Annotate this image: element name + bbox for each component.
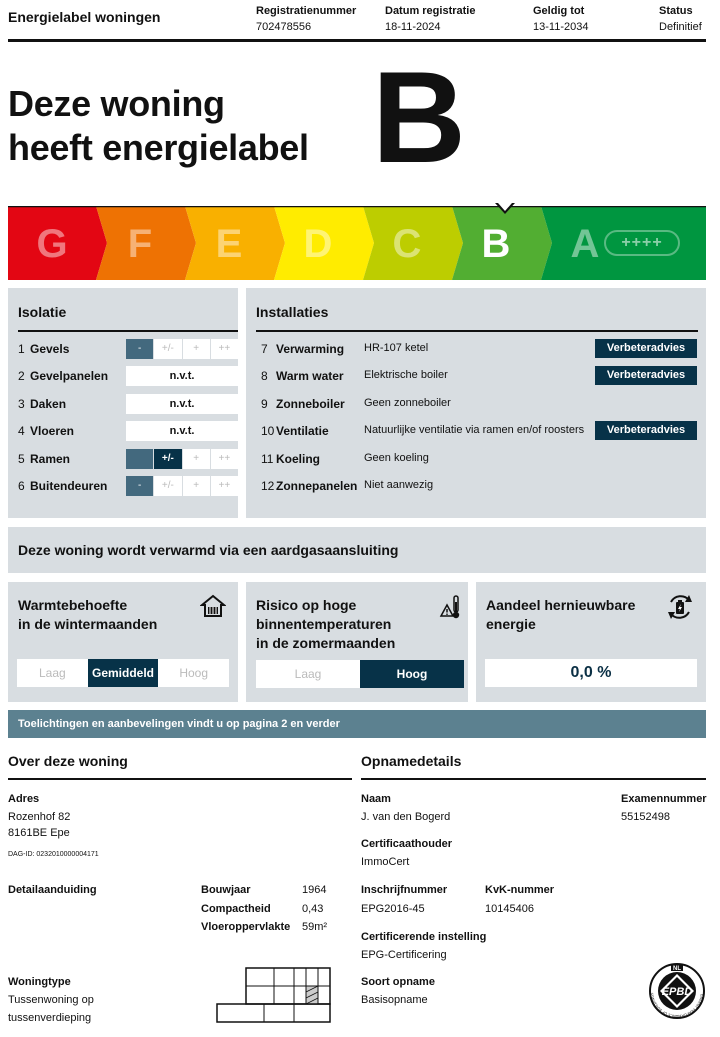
row-name: Koeling [276, 452, 320, 466]
certificaathouder-label: Certificaathouder [361, 838, 453, 850]
row-name: Ventilatie [276, 424, 329, 438]
compactheid-value: 0,43 [302, 903, 324, 915]
row-number: 7 [261, 342, 268, 356]
rating-scale [126, 476, 238, 496]
row-number: 3 [18, 397, 25, 411]
rating-option-plusplus: ++ [211, 339, 238, 359]
band-e-letter: E [215, 222, 243, 266]
row-number: 9 [261, 397, 268, 411]
examennummer-label: Examennummer [621, 793, 707, 805]
risico-title-line-2: binnentemperaturen [256, 616, 392, 632]
epbd-logo [648, 962, 706, 1020]
installaties-title: Installaties [256, 304, 329, 320]
installatie-row-zonnepanelen [261, 476, 701, 496]
isolatie-divider [18, 330, 238, 332]
row-value: HR-107 ketel [364, 342, 429, 354]
risico-scale [256, 660, 464, 688]
rating-option-neutral: +/- [154, 339, 181, 359]
isolatie-row-gevels [18, 339, 238, 359]
band-g-letter: G [36, 222, 68, 266]
rating-option-neutral: +/- [154, 449, 181, 469]
row-name: Daken [30, 397, 67, 411]
certificerende-instelling-value: EPG-Certificering [361, 949, 447, 961]
installaties-divider [256, 330, 698, 332]
isolatie-row-vloeren [18, 421, 238, 441]
woningtype-line-1: Tussenwoning op [8, 994, 94, 1006]
opnamedetails-title: Opnamedetails [361, 753, 462, 769]
row-number: 2 [18, 369, 25, 383]
row-name: Verwarming [276, 342, 345, 356]
row-name: Ramen [30, 452, 71, 466]
installatie-row-koeling [261, 449, 701, 469]
hernieuwbaar-title [486, 596, 635, 634]
hernieuwbaar-title-line-2: energie [486, 616, 536, 632]
option-laag: Laag [256, 660, 360, 688]
naam-value: J. van den Bogerd [361, 811, 451, 823]
datum-registratie-field [385, 3, 475, 35]
detailaanduiding-label: Detailaanduiding [8, 884, 97, 896]
hernieuwbaar-value: 0,0 % [485, 659, 697, 687]
naam-label: Naam [361, 793, 391, 805]
document-title: Energielabel woningen [8, 9, 161, 25]
dag-id: DAG-ID: 0232010000004171 [8, 851, 99, 858]
band-d-letter: D [303, 222, 333, 266]
verbeteradvies-button[interactable]: Verbeteradvies [595, 339, 697, 358]
verwarming-text: Deze woning wordt verwarmd via een aardgasaansluiting [18, 542, 399, 558]
rating-scale [126, 339, 238, 359]
rating-option-plusplus: ++ [211, 476, 238, 496]
row-number: 10 [261, 424, 275, 438]
rating-scale [126, 394, 238, 414]
hernieuwbaar-title-line-1: Aandeel hernieuwbare [486, 597, 636, 613]
renewable-cycle-icon [665, 592, 695, 622]
risico-title [256, 596, 395, 653]
examennummer-value: 55152498 [621, 811, 670, 823]
option-hoog: Hoog [360, 660, 464, 688]
warmtebehoefte-panel [8, 582, 238, 702]
option-laag: Laag [17, 659, 88, 687]
certificerende-instelling-label: Certificerende instelling [361, 931, 487, 943]
row-number: 5 [18, 452, 25, 466]
row-name: Zonneboiler [276, 397, 345, 411]
geldig-tot-value: 13-11-2034 [533, 21, 589, 33]
toelichting-banner: Toelichtingen en aanbevelingen vindt u op pagina 2 en verder [8, 710, 706, 738]
isolatie-title: Isolatie [18, 304, 67, 320]
registratienummer-value: 702478556 [256, 21, 312, 33]
row-name: Gevelpanelen [30, 369, 109, 383]
row-number: 12 [261, 479, 275, 493]
rating-nvt: n.v.t. [126, 394, 238, 414]
status-field [659, 3, 702, 35]
rating-option-min: - [126, 339, 153, 359]
epbd-logo-nl: NL [673, 966, 681, 972]
bouwjaar-value: 1964 [302, 884, 327, 896]
over-woning-title: Over deze woning [8, 753, 128, 769]
installatie-row-ventilatie [261, 421, 701, 441]
status-value: Definitief [659, 21, 702, 33]
headline [8, 82, 309, 170]
warmtebehoefte-title [18, 596, 157, 634]
soort-opname-value: Basisopname [361, 994, 428, 1006]
row-name: Warm water [276, 369, 344, 383]
row-name: Vloeren [30, 424, 75, 438]
risico-title-line-1: Risico op hoge [256, 597, 357, 613]
warmtebehoefte-title-line-2: in de wintermaanden [18, 616, 158, 632]
rating-nvt: n.v.t. [126, 421, 238, 441]
isolatie-row-gevelpanelen [18, 366, 238, 386]
row-value: Niet aanwezig [364, 479, 434, 491]
isolatie-row-buitendeuren [18, 476, 238, 496]
kvk-label: KvK-nummer [485, 884, 555, 896]
epbd-logo-text: EPBD [661, 986, 693, 998]
rating-option-plus: + [183, 476, 210, 496]
isolatie-row-daken [18, 394, 238, 414]
compactheid-label: Compactheid [201, 903, 271, 915]
installatie-row-warm-water [261, 366, 701, 386]
option-gemiddeld: Gemiddeld [88, 659, 159, 687]
warmtebehoefte-scale [17, 659, 229, 687]
row-number: 4 [18, 424, 25, 438]
verbeteradvies-button[interactable]: Verbeteradvies [595, 421, 697, 440]
verbeteradvies-button[interactable]: Verbeteradvies [595, 366, 697, 385]
header-divider [8, 39, 706, 42]
datum-registratie-label: Datum registratie [385, 5, 476, 17]
registratienummer-field [256, 3, 356, 35]
row-name: Buitendeuren [30, 479, 108, 493]
band-f-letter: F [127, 222, 153, 266]
rating-scale [126, 366, 238, 386]
headline-line-1: Deze woning [8, 83, 225, 124]
band-b-letter: B [481, 222, 511, 266]
row-number: 1 [18, 342, 25, 356]
vloeroppervlakte-label: Vloeroppervlakte [201, 921, 291, 933]
headline-line-2: heeft energielabel [8, 127, 309, 168]
inschrijfnummer-value: EPG2016-45 [361, 903, 425, 915]
rating-option-min: - [126, 476, 153, 496]
band-c-letter: C [392, 222, 422, 266]
epbd-logo-ring-text: ENERGY PERFORMANCE OF BUILDINGS [650, 992, 704, 1019]
status-label: Status [659, 5, 693, 17]
installatie-row-verwarming [261, 339, 701, 359]
row-number: 8 [261, 369, 268, 383]
kvk-value: 10145406 [485, 903, 534, 915]
woningtype-line-2: tussenverdieping [8, 1012, 92, 1024]
adres-line-1: Rozenhof 82 [8, 811, 71, 823]
datum-registratie-value: 18-11-2024 [385, 21, 441, 33]
isolatie-row-ramen [18, 449, 238, 469]
rating-option-min-empty [126, 449, 153, 469]
risico-title-line-3: in de zomermaanden [256, 635, 396, 651]
energy-label-letter: B [372, 44, 466, 190]
geldig-tot-field [533, 3, 588, 35]
adres-label: Adres [8, 793, 40, 805]
rating-option-plus: + [183, 339, 210, 359]
rating-nvt: n.v.t. [126, 366, 238, 386]
risico-panel [246, 582, 468, 702]
warmtebehoefte-title-line-1: Warmtebehoefte [18, 597, 128, 613]
rating-option-plusplus: ++ [211, 449, 238, 469]
house-icon [200, 594, 226, 618]
band-a-letter: A [570, 222, 600, 266]
hernieuwbaar-panel [476, 582, 706, 702]
verwarming-panel [8, 527, 706, 573]
active-band-pointer-inner [498, 203, 512, 211]
warning-thermometer-icon [439, 594, 461, 620]
row-name: Gevels [30, 342, 70, 356]
geldig-tot-label: Geldig tot [533, 5, 585, 17]
row-value: Natuurlijke ventilatie via ramen en/of roosters [364, 424, 585, 436]
row-number: 11 [261, 452, 274, 466]
adres-line-2: 8161BE Epe [8, 827, 70, 839]
registratienummer-label: Registratienummer [256, 5, 357, 17]
soort-opname-label: Soort opname [361, 976, 435, 988]
woningtype-label: Woningtype [8, 976, 71, 988]
energy-scale [8, 206, 706, 280]
option-hoog: Hoog [158, 659, 229, 687]
rating-scale [126, 449, 238, 469]
row-value: Elektrische boiler [364, 369, 448, 381]
a-plus-indicator: ++++ [604, 230, 680, 256]
installatie-row-zonneboiler [261, 394, 701, 414]
inschrijfnummer-label: Inschrijfnummer [361, 884, 448, 896]
row-value: Geen koeling [364, 452, 429, 464]
rating-scale [126, 421, 238, 441]
isolatie-panel [8, 288, 238, 518]
certificaathouder-value: ImmoCert [361, 856, 410, 868]
row-value: Geen zonneboiler [364, 397, 451, 409]
bouwjaar-label: Bouwjaar [201, 884, 251, 896]
row-number: 6 [18, 479, 25, 493]
opnamedetails-divider [361, 778, 706, 780]
rating-option-neutral: +/- [154, 476, 181, 496]
vloeroppervlakte-value: 59m² [302, 921, 328, 933]
row-name: Zonnepanelen [276, 479, 358, 493]
building-type-icon [214, 965, 334, 1027]
rating-option-plus: + [183, 449, 210, 469]
over-woning-divider [8, 778, 352, 780]
